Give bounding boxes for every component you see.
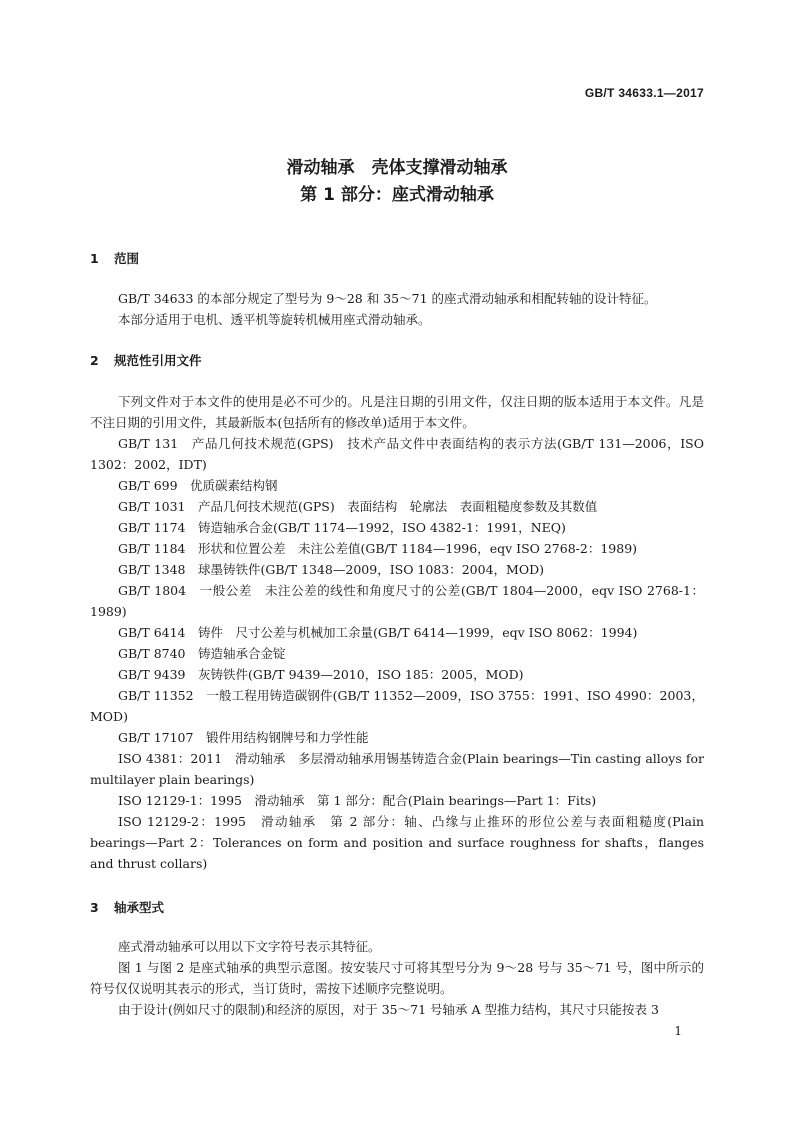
paragraph: 座式滑动轴承可以用以下文字符号表示其特征。 <box>118 939 381 954</box>
reference-item: GB/T 1184 形状和位置公差 未注公差值(GB/T 1184—1996，eqv ISO 2768-2：1989) <box>118 541 638 556</box>
standard-code: GB/T 34633.1—2017 <box>584 86 704 100</box>
section-3-heading <box>90 898 164 916</box>
reference-item: ISO 12129-1：1995 滑动轴承 第 1 部分：配合(Plain bearings—Part 1：Fits) <box>118 793 597 808</box>
reference-item: GB/T 9439 灰铸铁件(GB/T 9439—2010，ISO 185：2005，MOD) <box>118 667 524 682</box>
reference-item: GB/T 699 优质碳素结构钢 <box>118 478 278 493</box>
reference-item: GB/T 1804 一般公差 未注公差的线性和角度尺寸的公差(GB/T 1804—2000，eqv ISO 2768-1：1989) <box>90 583 704 619</box>
section-1-heading <box>90 249 139 267</box>
section-2-heading <box>90 351 202 369</box>
section-title: 轴承型式 <box>114 900 165 915</box>
paragraph: 图 1 与图 2 是座式轴承的典型示意图。按安装尺寸可将其型号分为 9～28 号与 35～71 号，图中所示的符号仅仅说明其表示的形式，当订货时，需按下述顺序完整说明。 <box>90 960 704 996</box>
document-title-line1: 滑动轴承 壳体支撑滑动轴承 <box>286 158 508 178</box>
section-1-body <box>90 288 704 330</box>
section-number: 2 <box>90 353 99 368</box>
paragraph: GB/T 34633 的本部分规定了型号为 9～28 和 35～71 的座式滑动轴承和相配转轴的设计特征。 <box>118 291 657 306</box>
reference-item: GB/T 6414 铸件 尺寸公差与机械加工余量(GB/T 6414—1999，eqv ISO 8062：1994) <box>118 625 638 640</box>
section-2-body <box>90 391 704 874</box>
reference-item: GB/T 11352 一般工程用铸造碳钢件(GB/T 11352—2009，ISO 3755：1991、ISO 4990：2003，MOD) <box>90 688 704 724</box>
paragraph: 由于设计(例如尺寸的限制)和经济的原因，对于 35～71 号轴承 A 型推力结构，其尺寸只能按表 3 <box>118 1002 659 1017</box>
document-title-line2: 第 1 部分：座式滑动轴承 <box>300 185 494 205</box>
reference-item: ISO 4381：2011 滑动轴承 多层滑动轴承用锡基铸造合金(Plain bearings—Tin casting alloys for multilayer plain bearings) <box>90 751 704 787</box>
reference-item: ISO 12129-2：1995 滑动轴承 第 2 部分：轴、凸缘与止推环的形位公差与表面粗糙度(Plain bearings—Part 2：Tolerances on form and position and surface roughness for shafts，flanges and thrust collars) <box>90 814 704 871</box>
paragraph: 下列文件对于本文件的使用是必不可少的。凡是注日期的引用文件，仅注日期的版本适用于本文件。凡是不注日期的引用文件，其最新版本(包括所有的修改单)适用于本文件。 <box>90 394 704 430</box>
section-title: 规范性引用文件 <box>114 353 202 368</box>
reference-item: GB/T 1031 产品几何技术规范(GPS) 表面结构 轮廓法 表面粗糙度参数及其数值 <box>118 499 598 514</box>
reference-item: GB/T 17107 锻件用结构钢牌号和力学性能 <box>118 730 369 745</box>
section-3-body <box>90 936 704 1020</box>
reference-item: GB/T 1174 铸造轴承合金(GB/T 1174—1992，ISO 4382-1：1991，NEQ) <box>118 520 566 535</box>
reference-item: GB/T 1348 球墨铸铁件(GB/T 1348—2009，ISO 1083：2004，MOD) <box>118 562 544 577</box>
section-title: 范围 <box>114 251 140 266</box>
reference-item: GB/T 8740 铸造轴承合金锭 <box>118 646 286 661</box>
reference-item: GB/T 131 产品几何技术规范(GPS) 技术产品文件中表面结构的表示方法(GB/T 131—2006，ISO 1302：2002，IDT) <box>90 436 704 472</box>
section-number: 3 <box>90 900 99 915</box>
page-number: 1 <box>674 1024 682 1038</box>
paragraph: 本部分适用于电机、透平机等旋转机械用座式滑动轴承。 <box>118 312 431 327</box>
section-number: 1 <box>90 251 99 266</box>
